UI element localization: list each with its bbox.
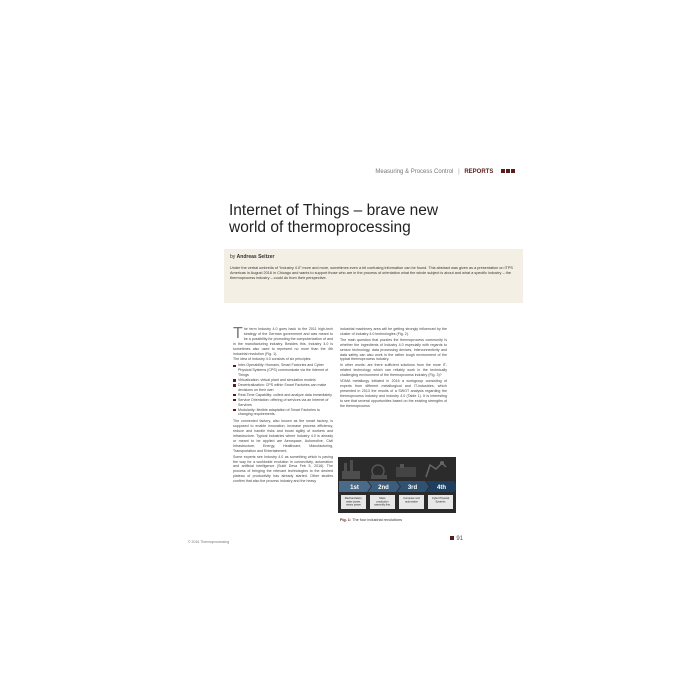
footer-copyright: © 2016 Thermoprocessing xyxy=(188,540,230,544)
stage-label: 3rd xyxy=(407,485,418,491)
abstract-box xyxy=(224,249,523,303)
paragraph: Some experts see Industry 4.0 as something which is paving the way for a worldwide evolution in connectivity, automation and artificial intelligence (Sukit Deva Feb 5, 2016). The process of bringing the relevant technologies to the desired plateau of productivity has already started. Other studies confirm that also the process industry and the heavy xyxy=(233,454,333,484)
header-separator: | xyxy=(458,169,460,175)
author-prefix: by xyxy=(230,254,236,260)
stage-label: 4th xyxy=(437,485,446,491)
stage-caption: Mechanization, water power, steam power xyxy=(344,497,363,507)
principles-list xyxy=(233,363,333,417)
dropcap: T xyxy=(233,325,243,342)
header-squares-icon xyxy=(500,169,515,175)
list-item: Virtualization: virtual plant and simulation models xyxy=(233,378,333,383)
figure-graphic xyxy=(338,457,456,513)
abstract-text: Under the verbal umbrella of “Industry 4.0” more and more, sometimes even a bit confusing information can be found. This abstract was given as a presentation on ITPS Americas in August 2016 in Chicago and wants to support those who are in the process of orientation what the whole subject is about and what a specific industry – the thermoprocess industry – could do from their perspective. xyxy=(230,266,513,281)
figure-caption-label: Fig. 1: xyxy=(340,518,352,522)
list-item: Service Orientation: offering of services via an Internet of Services xyxy=(233,398,333,408)
section-category: Measuring & Process Control xyxy=(375,169,454,175)
section-label: REPORTS xyxy=(464,169,494,175)
figure-caption-text: The four industrial revolutions xyxy=(352,518,402,522)
author-name: Andreas Seitzer xyxy=(236,254,275,260)
paragraph: In other words: are there sufficient solutions from the more IT-related technology which can reliably work in the technically challenging environment of the thermoprocess industry (Fig. 3)? xyxy=(340,363,447,378)
intro-text: he term Industry 4.0 goes back to the 2011 high-tech strategy of the German government and was meant to be a possibility for promoting the computerization of and in the manufacturing industry. Besides this, Industry 4.0 is sometimes also used to represent no more than the 4th industrial revolution (Fig. 1). xyxy=(233,327,333,356)
footer-page-number xyxy=(450,536,463,542)
stage-label: 1st xyxy=(350,485,359,491)
right-column xyxy=(340,327,447,410)
figure-caption xyxy=(340,518,402,522)
byline xyxy=(230,254,274,260)
paragraph: The connected factory, also known as the smart factory, is supposed to enable innovation, increase process efficiency, reduce and handle risks and boost agility of workers and infrastructure. Typical industries where Industry 4.0 is already or meant to be applied are Aerospace, Automotive, Civil Infrastructure, Energy, Healthcare, Manufacturing, Transportation and Entertainment. xyxy=(233,419,333,453)
stage-label: 2nd xyxy=(378,485,389,491)
list-item: Modularity: flexible adaptation of Smart Factories to changing requirements. xyxy=(233,408,333,418)
page-marker-icon xyxy=(450,536,454,540)
paragraph: VDMA metallurgy initiated in 2016 a workgroup consisting of experts from different metallurgical and IT-industries, which presented in 2013 the results of a SWOT analysis regarding the thermoprocess industry and industry 4.0 (Table 1). It is interesting to see that several opportunities based on the existing strengths of the thermoprocess xyxy=(340,379,447,408)
left-column xyxy=(233,327,333,485)
page-number: 91 xyxy=(456,536,463,542)
paragraph: The main question that puzzles the thermoprocess community is whether the ingredients of Industry 4.0 especially with regards to sensor technology, data processing devices, interconnectivity and data safety can also work in the rather tough environment of the typical thermoprocess industry. xyxy=(340,337,447,362)
figure-industrial-revolutions xyxy=(338,457,456,513)
intro-paragraph xyxy=(233,327,333,356)
stage-caption: Computer and automation xyxy=(403,497,420,504)
list-item: Decentralization: CPS within Smart Factories can make decisions on their own xyxy=(233,383,333,393)
stage-caption: Mass production assembly line, xyxy=(374,497,391,507)
list-item: Real-Time Capability: collect and analyze data immediately xyxy=(233,393,333,398)
principles-intro: The idea of Industry 4.0 consists of six principles: xyxy=(233,357,312,362)
article-title: Internet of Things – brave new world of thermoprocessing xyxy=(229,202,439,236)
paragraph: industrial machinery area will be getting strongly influenced by the cluster of Industry 4.0 technologies (Fig. 2). xyxy=(340,327,447,336)
list-item: Inter-Operability: Humans, Smart Factories and Cyber Physical Systems (CPS) communicate via the Internet of Things xyxy=(233,363,333,378)
running-header xyxy=(375,169,515,175)
stage-caption: Cyber Physical Systems xyxy=(431,497,450,504)
article-page xyxy=(178,137,523,567)
